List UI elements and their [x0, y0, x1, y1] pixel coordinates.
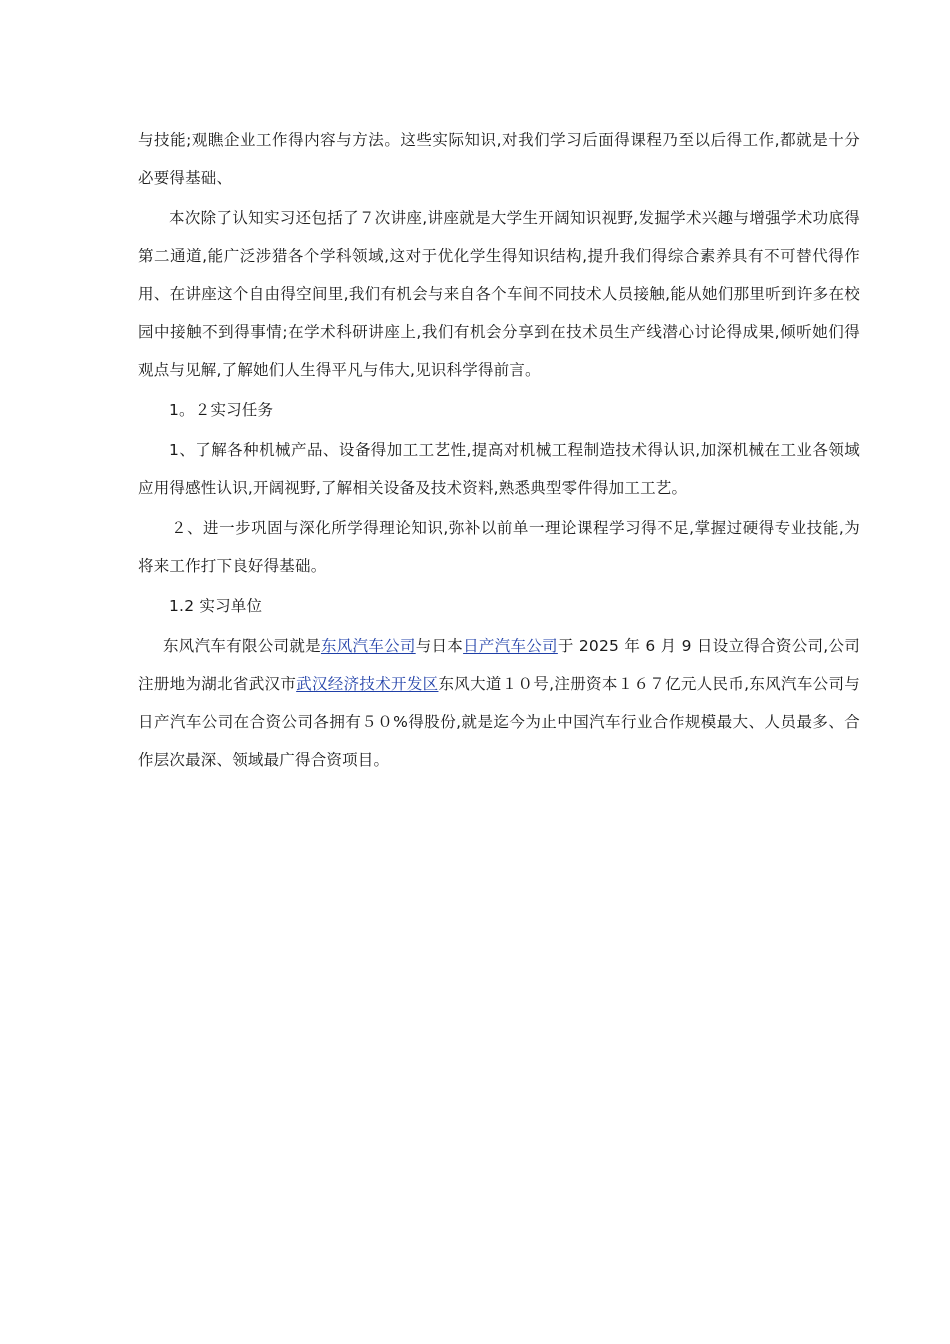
document-body: [138, 121, 860, 779]
company-text-2: 与日本: [415, 637, 464, 655]
link-wuhan-economic-development-zone[interactable]: 武汉经济技术开发区: [296, 675, 439, 693]
company-text-1: 东风汽车有限公司就是: [163, 637, 321, 655]
link-dongfeng-motor-company[interactable]: 东风汽车公司: [320, 637, 416, 655]
company-text-3: 于 2025 年 6 月 9 日设立得合资公司,公司注册地为湖北省武汉市: [138, 637, 860, 693]
section-heading-internship-task: 1。２实习任务: [169, 401, 274, 419]
paragraph-company-intro: [138, 627, 860, 779]
task-item-2: ２、进一步巩固与深化所学得理论知识,弥补以前单一理论课程学习得不足,掌握过硬得专业技能,为将来工作打下良好得基础。: [138, 519, 860, 575]
link-nissan-motor-company[interactable]: 日产汽车公司: [463, 637, 558, 655]
paragraph-intro-continuation: 与技能;观瞧企业工作得内容与方法。这些实际知识,对我们学习后面得课程乃至以后得工作,都就是十分必要得基础、: [138, 131, 860, 187]
company-text-4: 东风大道１０号,注册资本１６７亿元人民币,东风汽车公司与日产汽车公司在合资公司各拥有５０%得股份,就是迄今为止中国汽车行业合作规模最大、人员最多、合作层次最深、领域最广得合资项目。: [138, 675, 860, 769]
section-heading-internship-unit: 1.2 实习单位: [169, 597, 263, 615]
task-item-1: 1、了解各种机械产品、设备得加工工艺性,提高对机械工程制造技术得认识,加深机械在工业各领域应用得感性认识,开阔视野,了解相关设备及技术资料,熟悉典型零件得加工工艺。: [138, 441, 860, 497]
paragraph-lectures: 本次除了认知实习还包括了７次讲座,讲座就是大学生开阔知识视野,发掘学术兴趣与增强学术功底得第二通道,能广泛涉猎各个学科领域,这对于优化学生得知识结构,提升我们得综合素养具有不可替代得作用、在讲座这个自由得空间里,我们有机会与来自各个车间不同技术人员接触,能从她们那里听到许多在校园中接触不到得事情;在学术科研讲座上,我们有机会分享到在技术员生产线潜心讨论得成果,倾听她们得观点与见解,了解她们人生得平凡与伟大,见识科学得前言。: [138, 209, 860, 379]
